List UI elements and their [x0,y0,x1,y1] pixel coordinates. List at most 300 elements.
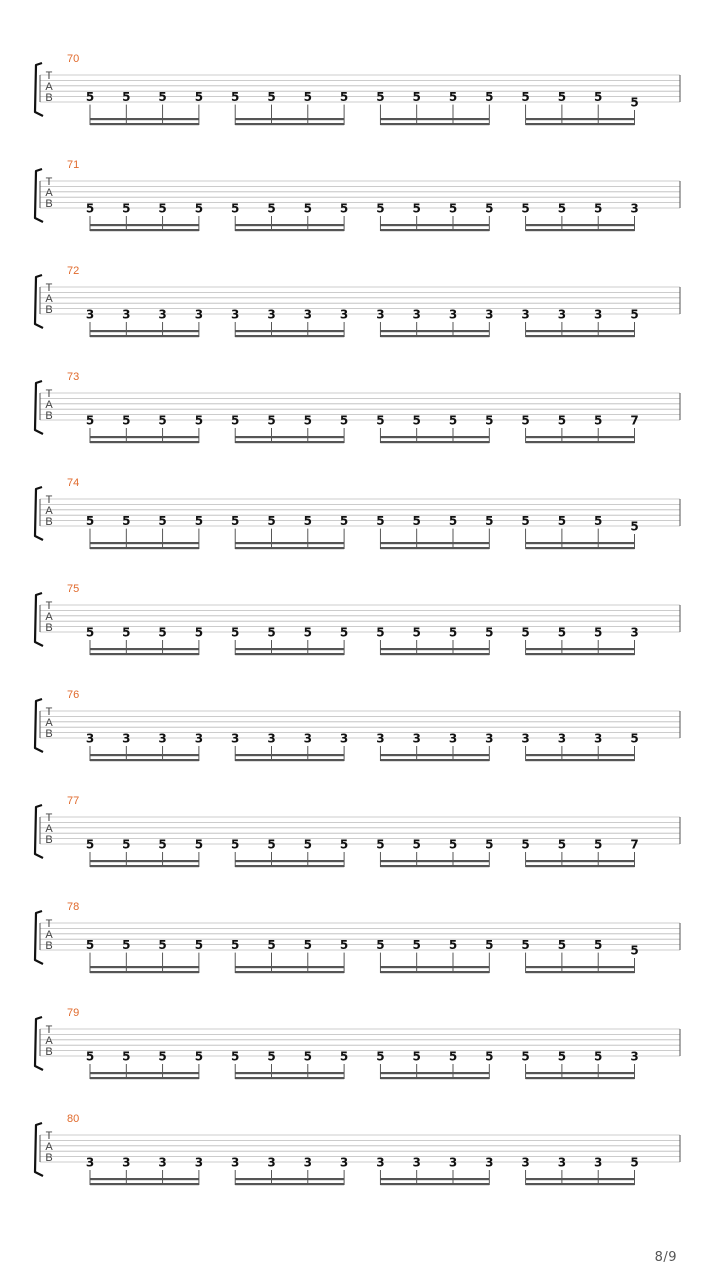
fret-number: 3 [521,307,530,322]
fret-number: 5 [412,201,421,216]
fret-number: 5 [85,837,95,852]
beam [526,1178,635,1180]
tab-system [35,583,680,655]
beam [380,123,489,125]
fret-number: 3 [85,307,95,322]
fret-number: 5 [267,1049,276,1064]
fret-number: 3 [485,731,494,746]
beam [526,966,635,968]
measure-number: 78 [67,901,80,913]
fret-number: 5 [303,201,312,216]
beam [235,1178,344,1180]
fret-number: 5 [557,625,567,640]
fret-number: 5 [630,95,639,110]
fret-number: 5 [557,201,567,216]
beam [235,436,344,438]
fret-number: 3 [194,1155,204,1170]
beam [380,1077,489,1079]
beam [380,648,489,650]
measure-number: 75 [67,583,80,595]
beam [235,542,344,544]
beam [235,759,344,761]
beam [90,648,199,650]
fret-number: 5 [158,201,167,216]
fret-number: 5 [557,837,567,852]
fret-number: 5 [376,938,385,953]
fret-number: 5 [485,413,494,428]
fret-number: 5 [339,201,349,216]
measure-number: 73 [67,371,80,383]
tab-clef-letter: B [45,622,53,634]
fret-number: 5 [521,1049,530,1064]
tab-clef-letter: A [45,81,53,93]
system-bracket [35,1017,43,1070]
fret-number: 5 [376,90,385,105]
fret-number: 3 [158,1155,167,1170]
fret-number: 5 [412,625,421,640]
fret-number: 5 [594,90,603,105]
fret-number: 3 [303,307,312,322]
tab-system [35,1007,680,1079]
fret-number: 3 [85,731,95,746]
fret-number: 7 [630,837,639,852]
beam [90,971,199,973]
fret-number: 5 [267,837,276,852]
beam [235,441,344,443]
tab-clef-letter: T [45,812,53,824]
fret-number: 3 [339,307,349,322]
fret-number: 5 [557,938,567,953]
fret-number: 5 [194,938,204,953]
tab-clef-letter: T [45,600,53,612]
beam [235,1072,344,1074]
beam [90,865,199,867]
measure-number: 79 [67,1007,80,1019]
fret-number: 5 [630,519,639,534]
fret-number: 5 [521,413,530,428]
beam [235,118,344,120]
beam [526,971,635,973]
fret-number: 3 [485,307,494,322]
beam [526,547,635,549]
beam [90,1178,199,1180]
fret-number: 5 [85,413,95,428]
fret-number: 5 [158,938,167,953]
fret-number: 5 [521,90,530,105]
fret-number: 5 [594,1049,603,1064]
fret-number: 5 [194,90,204,105]
beam [90,1183,199,1185]
fret-number: 5 [85,201,95,216]
beam [235,224,344,226]
fret-number: 5 [521,625,530,640]
fret-number: 3 [122,1155,131,1170]
tab-clef-letter: T [45,388,53,400]
fret-number: 5 [630,1155,639,1170]
fret-number: 5 [85,90,95,105]
beam [90,759,199,761]
fret-number: 5 [448,514,458,529]
fret-number: 5 [267,514,276,529]
fret-number: 5 [630,307,639,322]
tab-system [35,795,680,867]
fret-number: 5 [376,1049,385,1064]
fret-number: 5 [303,938,312,953]
fret-number: 5 [339,90,349,105]
beam [380,1072,489,1074]
fret-number: 3 [557,731,567,746]
fret-number: 5 [122,514,131,529]
tab-clef-letter: B [45,92,53,104]
page-number: 8/9 [654,1250,677,1265]
fret-number: 5 [448,1049,458,1064]
beam [526,759,635,761]
fret-number: 5 [85,514,95,529]
tab-system [35,371,680,443]
tab-clef-letter: B [45,940,53,952]
beam [526,224,635,226]
fret-number: 5 [448,938,458,953]
fret-number: 3 [158,731,167,746]
fret-number: 5 [303,90,312,105]
measure-number: 70 [67,53,80,65]
fret-number: 5 [194,514,204,529]
fret-number: 3 [557,1155,567,1170]
beam [380,865,489,867]
fret-number: 3 [412,307,421,322]
beam [90,860,199,862]
fret-number: 5 [267,938,276,953]
fret-number: 5 [303,837,312,852]
tab-clef-letter: A [45,823,53,835]
fret-number: 3 [376,307,385,322]
fret-number: 5 [557,1049,567,1064]
fret-number: 5 [448,413,458,428]
tab-clef-letter: B [45,516,53,528]
beam [90,441,199,443]
fret-number: 5 [485,514,494,529]
beam [526,1072,635,1074]
fret-number: 5 [267,201,276,216]
fret-number: 5 [303,413,312,428]
beam [90,1077,199,1079]
fret-number: 5 [194,201,204,216]
fret-number: 3 [521,731,530,746]
fret-number: 5 [376,837,385,852]
system-bracket [35,63,43,116]
fret-number: 5 [376,514,385,529]
system-bracket [35,487,43,540]
fret-number: 5 [231,201,240,216]
beam [90,224,199,226]
beam [380,224,489,226]
system-bracket [35,169,43,222]
fret-number: 3 [594,307,603,322]
fret-number: 3 [376,731,385,746]
fret-number: 3 [339,1155,349,1170]
fret-number: 5 [231,1049,240,1064]
tab-clef-letter: T [45,70,53,82]
fret-number: 3 [630,625,639,640]
fret-number: 5 [231,514,240,529]
fret-number: 3 [594,1155,603,1170]
fret-number: 5 [303,514,312,529]
beam [380,1183,489,1185]
fret-number: 5 [158,90,167,105]
fret-number: 5 [521,201,530,216]
fret-number: 5 [521,938,530,953]
tab-clef-letter: A [45,1035,53,1047]
fret-number: 5 [267,625,276,640]
beam [526,754,635,756]
fret-number: 3 [267,731,276,746]
tab-clef-letter: B [45,410,53,422]
fret-number: 3 [485,1155,494,1170]
fret-number: 5 [485,625,494,640]
tab-clef-letter: T [45,176,53,188]
beam [235,966,344,968]
fret-number: 5 [376,201,385,216]
fret-number: 3 [194,307,204,322]
tab-clef-letter: A [45,505,53,517]
tab-clef-letter: T [45,706,53,718]
fret-number: 5 [158,514,167,529]
tab-clef-letter: B [45,1152,53,1164]
fret-number: 3 [267,1155,276,1170]
fret-number: 5 [231,625,240,640]
fret-number: 5 [594,413,603,428]
tab-system [35,477,680,549]
fret-number: 3 [630,1049,639,1064]
fret-number: 5 [412,413,421,428]
fret-number: 3 [630,201,639,216]
fret-number: 5 [122,625,131,640]
system-bracket [35,381,43,434]
fret-number: 5 [85,1049,95,1064]
fret-number: 5 [158,837,167,852]
fret-number: 5 [231,90,240,105]
fret-number: 5 [521,837,530,852]
fret-number: 3 [231,731,240,746]
fret-number: 3 [376,1155,385,1170]
fret-number: 5 [594,938,603,953]
fret-number: 5 [630,731,639,746]
fret-number: 5 [339,625,349,640]
beam [380,229,489,231]
fret-number: 3 [194,731,204,746]
beam [380,966,489,968]
tab-clef-letter: A [45,399,53,411]
beam [235,860,344,862]
fret-number: 5 [231,413,240,428]
fret-number: 5 [303,1049,312,1064]
beam [235,648,344,650]
fret-number: 3 [85,1155,95,1170]
beam [235,547,344,549]
beam [380,118,489,120]
measure-number: 74 [67,477,80,489]
fret-number: 5 [485,837,494,852]
fret-number: 5 [557,413,567,428]
measure-number: 72 [67,265,80,277]
beam [235,1077,344,1079]
beam [526,860,635,862]
fret-number: 5 [339,938,349,953]
tab-clef-letter: T [45,494,53,506]
tab-clef-letter: A [45,187,53,199]
system-bracket [35,593,43,646]
fret-number: 5 [521,514,530,529]
beam [90,335,199,337]
beam [235,335,344,337]
fret-number: 5 [485,1049,494,1064]
beam [380,653,489,655]
beam [526,229,635,231]
beam [380,441,489,443]
tab-clef-letter: T [45,1130,53,1142]
fret-number: 3 [412,1155,421,1170]
fret-number: 3 [412,731,421,746]
tab-clef-letter: T [45,282,53,294]
fret-number: 5 [412,837,421,852]
beam [526,1077,635,1079]
fret-number: 5 [594,514,603,529]
fret-number: 5 [339,1049,349,1064]
fret-number: 5 [85,625,95,640]
beam [90,123,199,125]
beam [90,330,199,332]
fret-number: 5 [412,938,421,953]
measure-number: 76 [67,689,80,701]
measure-number: 71 [67,159,80,171]
tab-system [35,901,680,973]
fret-number: 5 [630,943,639,958]
fret-number: 3 [594,731,603,746]
system-bracket [35,699,43,752]
fret-number: 5 [594,837,603,852]
fret-number: 5 [594,201,603,216]
beam [526,123,635,125]
fret-number: 5 [557,514,567,529]
fret-number: 5 [485,938,494,953]
fret-number: 5 [231,938,240,953]
beam [90,229,199,231]
beam [90,436,199,438]
fret-number: 3 [303,731,312,746]
fret-number: 3 [339,731,349,746]
fret-number: 5 [339,514,349,529]
tab-clef-letter: A [45,717,53,729]
fret-number: 5 [303,625,312,640]
beam [90,542,199,544]
fret-number: 5 [194,413,204,428]
beam [90,653,199,655]
fret-number: 5 [267,90,276,105]
fret-number: 5 [85,938,95,953]
beam [526,653,635,655]
fret-number: 5 [448,625,458,640]
fret-number: 5 [485,201,494,216]
beam [380,860,489,862]
tab-clef-letter: B [45,304,53,316]
measure-number: 77 [67,795,80,807]
fret-number: 5 [158,1049,167,1064]
fret-number: 3 [267,307,276,322]
tab-system [35,689,680,761]
beam [235,754,344,756]
beam [235,229,344,231]
fret-number: 5 [339,837,349,852]
fret-number: 5 [376,413,385,428]
beam [526,1183,635,1185]
fret-number: 5 [267,413,276,428]
fret-number: 5 [122,201,131,216]
fret-number: 5 [339,413,349,428]
beam [380,971,489,973]
beam [526,865,635,867]
fret-number: 3 [158,307,167,322]
system-bracket [35,275,43,328]
fret-number: 5 [485,90,494,105]
fret-number: 5 [122,90,131,105]
fret-number: 5 [594,625,603,640]
tab-clef-letter: A [45,1141,53,1153]
tab-clef-letter: T [45,918,53,930]
fret-number: 5 [448,201,458,216]
fret-number: 3 [448,307,458,322]
fret-number: 5 [122,413,131,428]
fret-number: 3 [557,307,567,322]
beam [380,436,489,438]
beam [380,335,489,337]
fret-number: 5 [122,837,131,852]
fret-number: 5 [557,90,567,105]
beam [526,118,635,120]
beam [526,330,635,332]
beam [380,547,489,549]
beam [90,754,199,756]
beam [380,1178,489,1180]
beam [526,441,635,443]
beam [380,542,489,544]
beam [380,330,489,332]
tab-clef-letter: B [45,834,53,846]
beam [235,653,344,655]
tab-clef-letter: B [45,728,53,740]
fret-number: 5 [448,90,458,105]
beam [526,648,635,650]
fret-number: 5 [412,90,421,105]
system-bracket [35,805,43,858]
fret-number: 3 [448,731,458,746]
fret-number: 5 [194,625,204,640]
fret-number: 5 [122,938,131,953]
fret-number: 3 [122,307,131,322]
tab-system [35,265,680,337]
tab-system [35,159,680,231]
fret-number: 3 [521,1155,530,1170]
tab-clef-letter: A [45,611,53,623]
beam [235,971,344,973]
beam [235,330,344,332]
beam [235,865,344,867]
system-bracket [35,1123,43,1176]
beam [235,123,344,125]
fret-number: 5 [158,625,167,640]
measure-number: 80 [67,1113,80,1125]
fret-number: 5 [231,837,240,852]
fret-number: 3 [303,1155,312,1170]
